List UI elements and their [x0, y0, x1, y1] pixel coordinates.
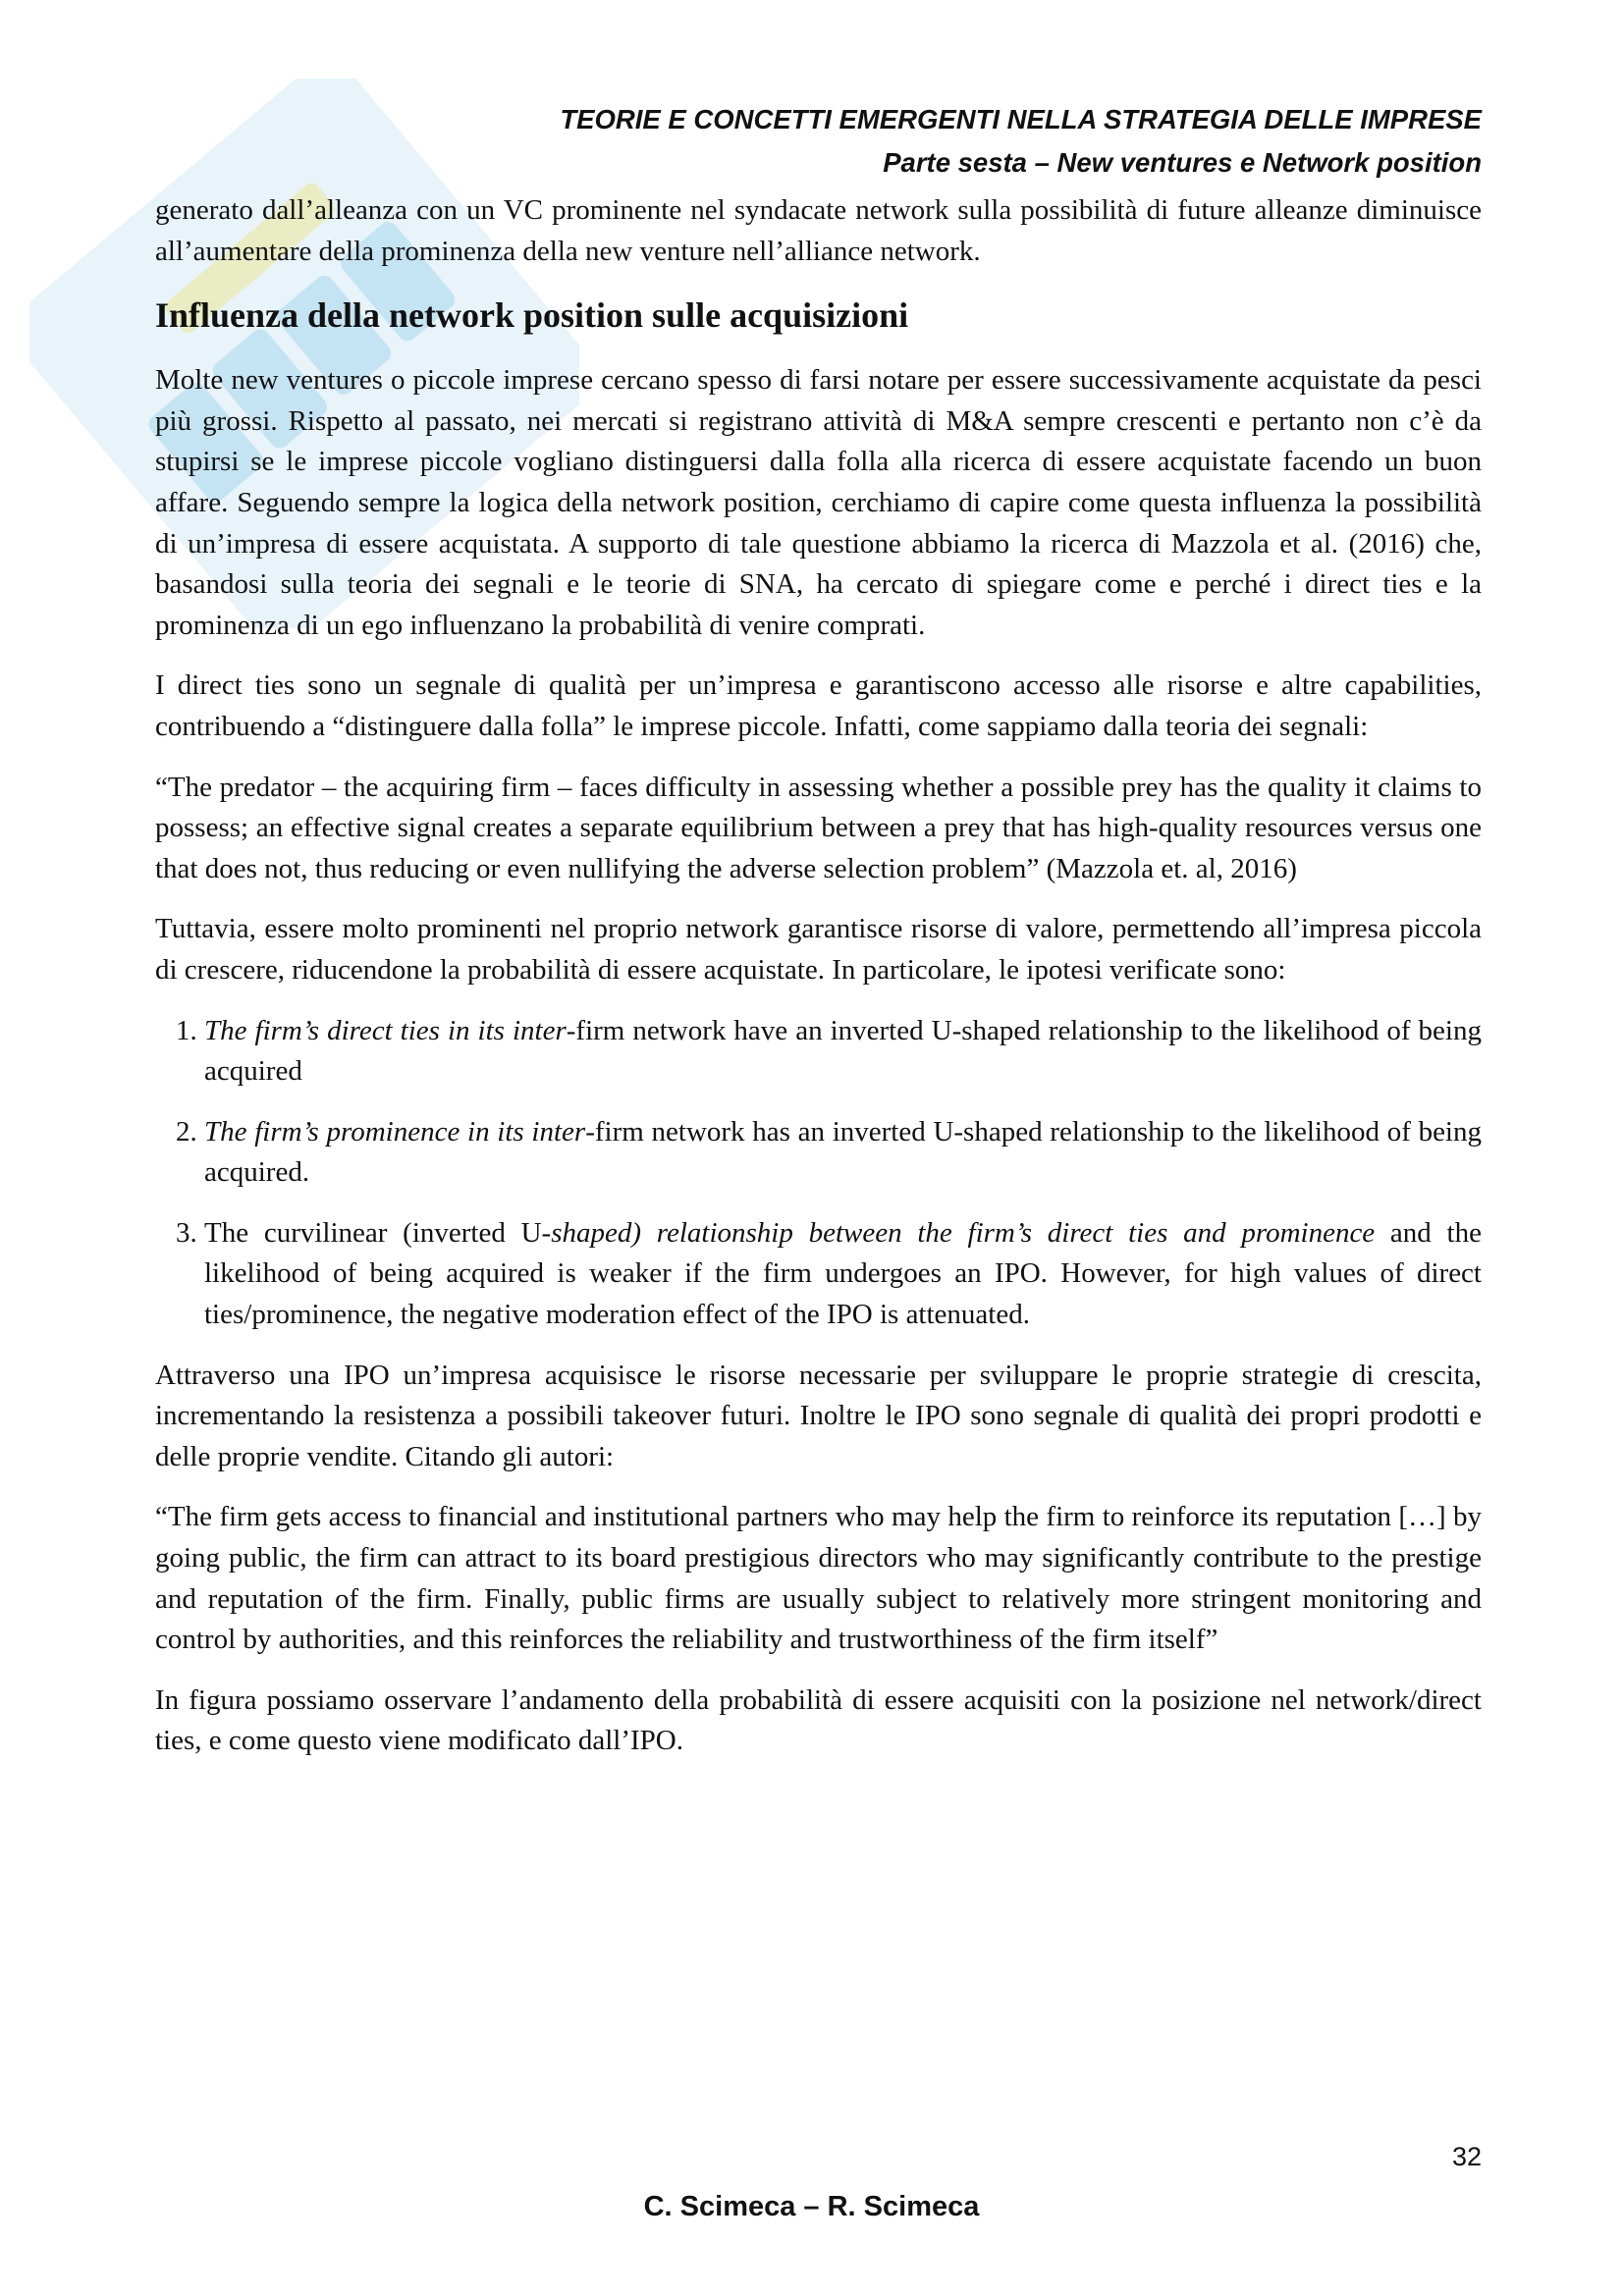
- page-footer: C. Scimeca – R. Scimeca: [643, 2191, 980, 2222]
- list-item: 1. The firm’s direct ties in its inter-firm network have an inverted U-shaped relationship to the likelihood of being acquired: [204, 1011, 1482, 1093]
- quote-2: “The firm gets access to financial and institutional partners who may help the firm to reinforce its reputation […] by going public, the firm can attract to its board prestigious directors who may significantly contribute to the prestige and reputation of the firm. Finally, public firms are usually subject to relatively more stringent monitoring and control by authorities, and this reinforces the reliability and trustworthiness of the firm itself”: [155, 1501, 1482, 1656]
- intro-paragraph: generato dall’alleanza con un VC prominente nel syndacate network sulla possibilità di future alleanze diminuisce all’aumentare della prominenza della new venture nell’alliance network.: [155, 194, 1482, 267]
- paragraph-4: Attraverso una IPO un’impresa acquisisce le risorse necessarie per sviluppare le proprie strategie di crescita, incrementando la resistenza a possibili takeover futuri. Inoltre le IPO sono segnale di qualità dei propri prodotti e delle proprie vendite. Citando gli autori:: [155, 1359, 1482, 1472]
- document-body: [155, 190, 1482, 1782]
- header-subtitle: Parte sesta – New ventures e Network position: [883, 147, 1482, 178]
- section-heading: Influenza della network position sulle acquisizioni: [155, 295, 909, 336]
- page-number: 32: [1451, 2142, 1482, 2171]
- list-item: 3. The curvilinear (inverted U-shaped) relationship between the firm’s direct ties and prominence and the likelihood of being acquired is weaker if the firm undergoes an IPO. However, for high values of direct ties/prominence, the negative moderation effect of the IPO is attenuated.: [204, 1213, 1482, 1336]
- hypotheses-list: [155, 1011, 1482, 1336]
- list-item: 2. The firm’s prominence in its inter-firm network has an inverted U-shaped relationship to the likelihood of being acquired.: [204, 1112, 1482, 1194]
- paragraph-2: I direct ties sono un segnale di qualità per un’impresa e garantiscono accesso alle risorse e altre capabilities, contribuendo a “distinguere dalla folla” le imprese piccole. Infatti, come sappiamo dalla teoria dei segnali:: [155, 669, 1482, 742]
- paragraph-5: In figura possiamo osservare l’andamento della probabilità di essere acquisiti con la posizione nel network/direct ties, e come questo viene modificato dall’IPO.: [155, 1683, 1482, 1757]
- paragraph-3: Tuttavia, essere molto prominenti nel proprio network garantisce risorse di valore, permettendo all’impresa piccola di crescere, riducendone la probabilità di essere acquistate. In particolare, le ipotesi verificate sono:: [155, 913, 1482, 986]
- header-title: TEORIE E CONCETTI EMERGENTI NELLA STRATEGIA DELLE IMPRESE: [560, 104, 1482, 134]
- paragraph-1: Molte new ventures o piccole imprese cercano spesso di farsi notare per essere successivamente acquistate da pesci più grossi. Rispetto al passato, nei mercati si registrano attività di M&A sempre crescenti e pertanto non c’è da stupirsi se le imprese piccole vogliano distinguersi dalla folla alla ricerca di essere acquistate facendo un buon affare. Seguendo sempre la logica della network position, cerchiamo di capire come questa influenza la possibilità di un’impresa di essere acquistata. A supporto di tale questione abbiamo la ricerca di Mazzola et al. (2016) che, basandosi sulla teoria dei segnali e le teorie di SNA, ha cercato di spiegare come e perché i direct ties e la prominenza di un ego influenzano la probabilità di venire comprati.: [155, 364, 1482, 641]
- page-header: [0, 98, 1482, 185]
- quote-1: “The predator – the acquiring firm – faces difficulty in assessing whether a possible prey has the quality it claims to possess; an effective signal creates a separate equilibrium between a prey that has high-quality resources versus one that does not, thus reducing or even nullifying the adverse selection problem” (Mazzola et. al, 2016): [155, 771, 1482, 884]
